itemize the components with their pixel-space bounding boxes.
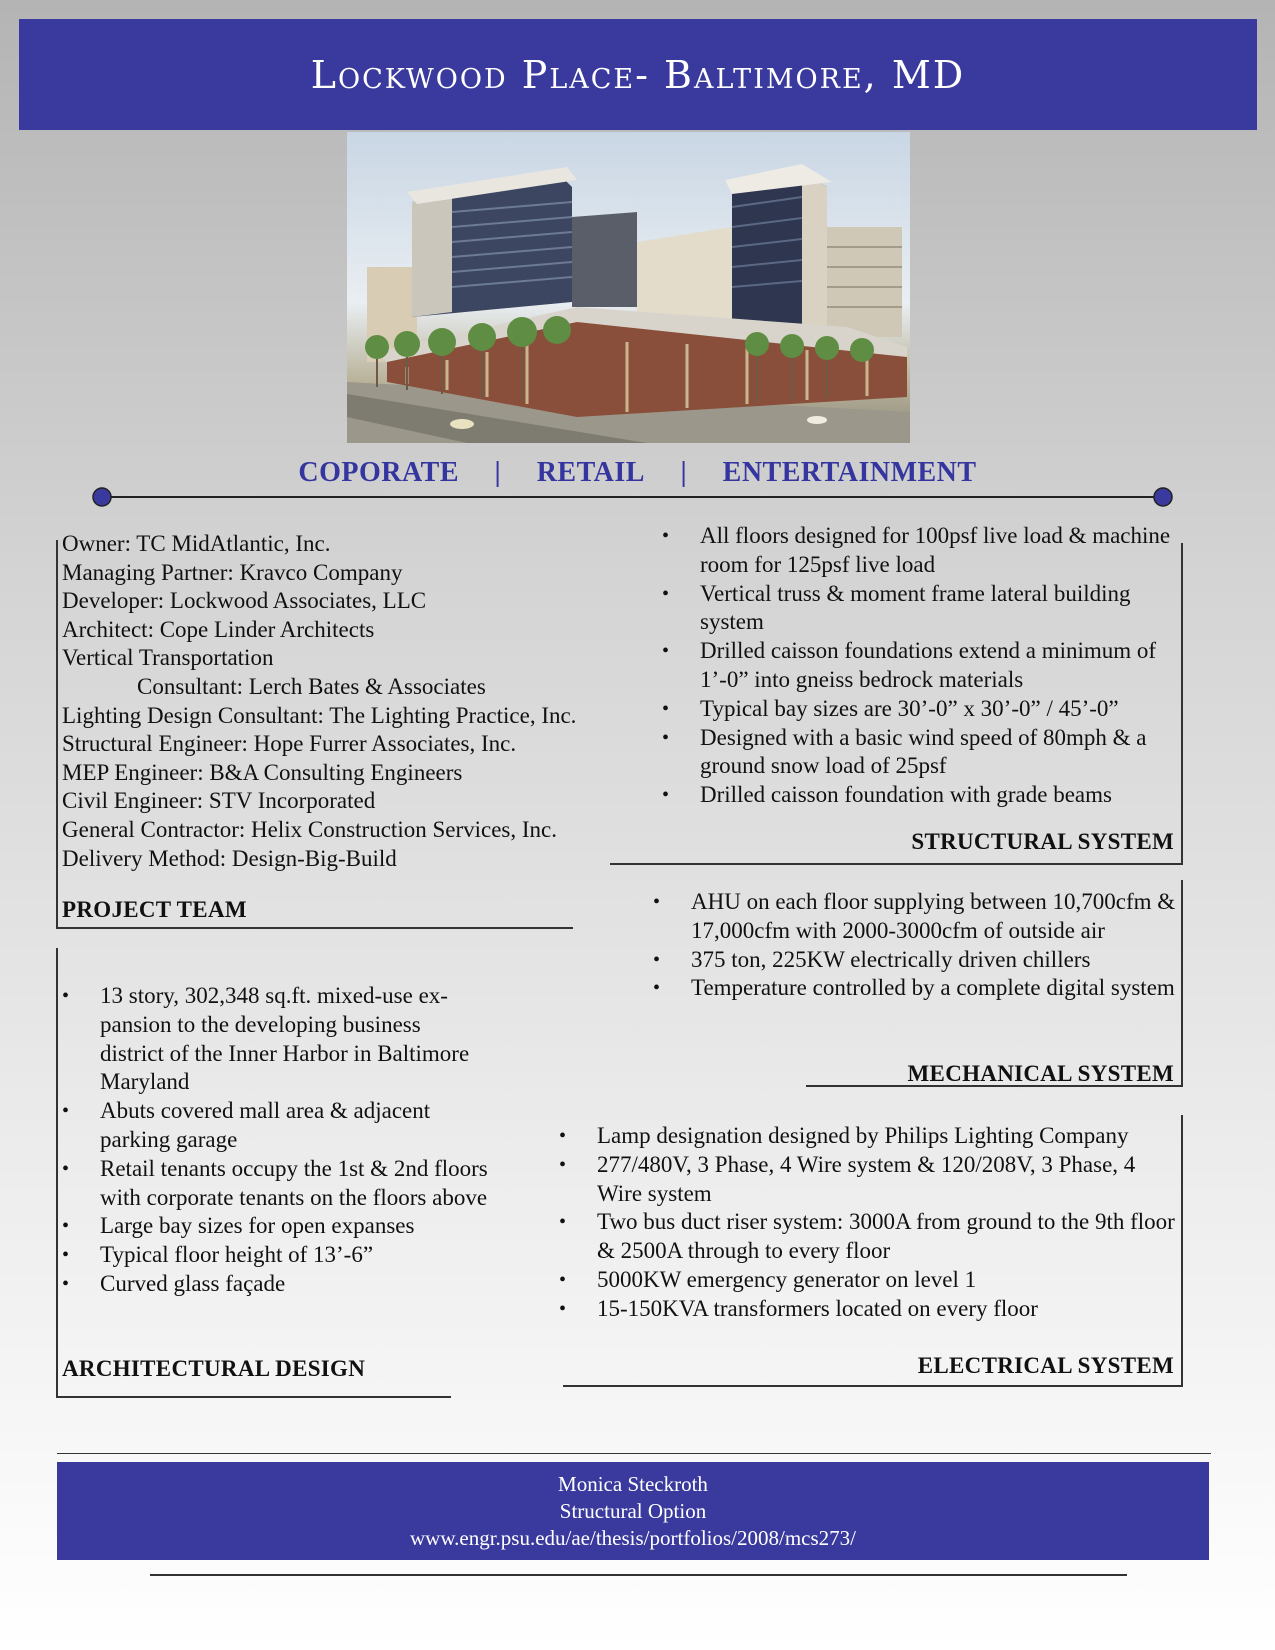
- team-vt-consultant: Consultant: Lerch Bates & Associates: [137, 673, 486, 699]
- structural-item: • Drilled caisson foundations extend a minimum of 1’-0” into gneiss bedrock materials: [660, 637, 1175, 695]
- team-mep: MEP Engineer: B&A Consulting Engineers: [62, 759, 463, 785]
- architectural-border-bottom: [56, 1396, 451, 1398]
- building-illustration: [347, 132, 910, 443]
- mechanical-list: [651, 888, 1176, 1003]
- architectural-item: • Curved glass façade: [60, 1270, 490, 1299]
- architectural-item: • Retail tenants occupy the 1st & 2nd floors with corporate tenants on the floors above: [60, 1155, 490, 1213]
- structural-border-right: [1181, 543, 1183, 865]
- team-border-left: [56, 540, 58, 928]
- tagline-divider: [90, 485, 1175, 509]
- team-managing-partner: Managing Partner: Kravco Company: [62, 559, 403, 585]
- electrical-item: • 277/480V, 3 Phase, 4 Wire system & 120/208V, 3 Phase, 4 Wire system: [557, 1151, 1182, 1209]
- author-option: Structural Option: [559, 1498, 707, 1523]
- mechanical-border-right: [1181, 880, 1183, 1087]
- tagline-separator: |: [680, 457, 688, 488]
- architectural-list: [60, 982, 490, 1299]
- architectural-item: • 13 story, 302,348 sq.ft. mixed-use ex-pansion to the developing business district of the Inner Harbor in Baltimore Maryland: [60, 982, 490, 1097]
- footer-banner: [57, 1462, 1209, 1560]
- structural-item: • Drilled caisson foundation with grade beams: [660, 781, 1175, 810]
- structural-item: • Designed with a basic wind speed of 80mph & a ground snow load of 25psf: [660, 724, 1175, 782]
- electrical-item: • Two bus duct riser system: 3000A from ground to the 9th floor & 2500A through to every floor: [557, 1208, 1182, 1266]
- building-photo: [347, 132, 910, 443]
- structural-heading: STRUCTURAL SYSTEM: [911, 829, 1174, 854]
- structural-item: • Typical bay sizes are 30’-0” x 30’-0” / 45’-0”: [660, 695, 1175, 724]
- structural-list: [660, 522, 1175, 810]
- team-owner: Owner: TC MidAtlantic, Inc.: [62, 531, 331, 556]
- project-team-list: [62, 530, 662, 873]
- architectural-item: • Typical floor height of 13’-6”: [60, 1241, 490, 1270]
- team-structural: Structural Engineer: Hope Furrer Associates, Inc.: [62, 731, 517, 757]
- architectural-border-left: [56, 948, 58, 1398]
- team-delivery-method: Delivery Method: Design-Big-Build: [62, 845, 397, 871]
- team-developer: Developer: Lockwood Associates, LLC: [62, 588, 427, 614]
- team-general-contractor: General Contractor: Helix Construction Services, Inc.: [62, 816, 557, 842]
- title-banner: [19, 19, 1257, 130]
- footer-rule-top: [57, 1453, 1211, 1454]
- electrical-border-bottom: [563, 1385, 1183, 1387]
- architectural-item: • Large bay sizes for open expanses: [60, 1212, 490, 1241]
- architectural-heading: ARCHITECTURAL DESIGN: [62, 1356, 366, 1381]
- electrical-list: [557, 1122, 1182, 1324]
- team-architect: Architect: Cope Linder Architects: [62, 616, 375, 642]
- tagline-separator: |: [494, 457, 502, 488]
- team-lighting: Lighting Design Consultant: The Lighting Practice, Inc.: [62, 702, 577, 728]
- structural-item: • Vertical truss & moment frame lateral building system: [660, 580, 1175, 638]
- structural-item: • All floors designed for 100psf live load & machine room for 125psf live load: [660, 522, 1175, 580]
- page-title: Lockwood Place- Baltimore, MD: [310, 52, 966, 97]
- team-border-bottom: [56, 927, 573, 929]
- electrical-item: • Lamp designation designed by Philips Lighting Company: [557, 1122, 1182, 1151]
- tagline-retail: RETAIL: [536, 457, 645, 488]
- team-vertical-transportation: Vertical Transportation: [62, 645, 274, 671]
- portfolio-url[interactable]: www.engr.psu.edu/ae/thesis/portfolios/2008/mcs273/: [409, 1525, 856, 1550]
- tagline-corporate: COPORATE: [298, 457, 460, 488]
- tagline-entertainment: ENTERTAINMENT: [722, 457, 977, 488]
- mechanical-item: • 375 ton, 225KW electrically driven chillers: [651, 946, 1176, 975]
- architectural-item: • Abuts covered mall area & adjacent parking garage: [60, 1097, 490, 1155]
- project-team-heading: PROJECT TEAM: [62, 897, 247, 922]
- electrical-item: • 15-150KVA transformers located on every floor: [557, 1295, 1182, 1324]
- team-civil: Civil Engineer: STV Incorporated: [62, 788, 376, 814]
- electrical-item: • 5000KW emergency generator on level 1: [557, 1266, 1182, 1295]
- electrical-heading: ELECTRICAL SYSTEM: [917, 1353, 1174, 1378]
- mechanical-heading: MECHANICAL SYSTEM: [907, 1061, 1174, 1086]
- mechanical-item: • AHU on each floor supplying between 10,700cfm & 17,000cfm with 2000-3000cfm of outside air: [651, 888, 1176, 946]
- footer-rule-bottom: [150, 1574, 1127, 1576]
- mechanical-item: • Temperature controlled by a complete digital system: [651, 974, 1176, 1003]
- author-name: Monica Steckroth: [558, 1471, 708, 1496]
- structural-border-bottom: [610, 863, 1183, 865]
